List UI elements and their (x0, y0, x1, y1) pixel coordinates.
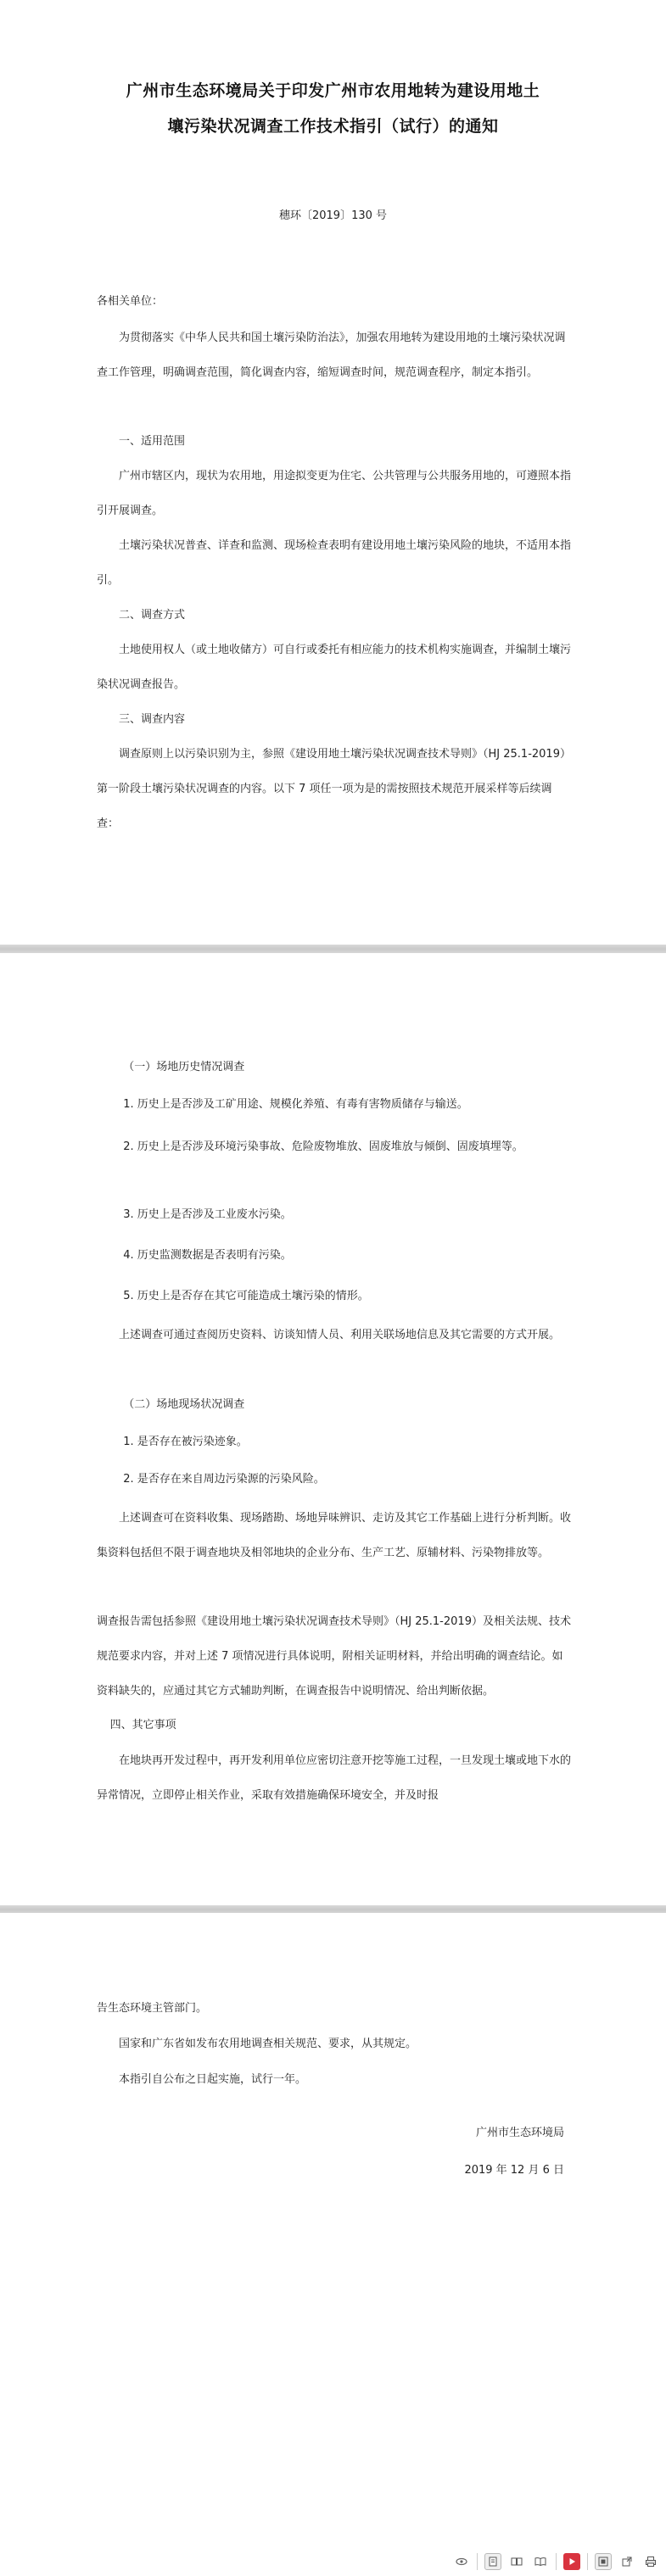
history-item-4: 4. 历史监测数据是否表明有污染。 (123, 1249, 292, 1262)
heading-content: 三、调查内容 (119, 713, 186, 726)
history-item-2: 2. 历史上是否涉及环境污染事故、危险废物堆放、固废堆放与倾倒、固废填埋等。 (123, 1140, 523, 1153)
double-page-icon[interactable] (508, 2553, 525, 2570)
toolbar-separator (556, 2553, 557, 2570)
document-page-1 (0, 0, 666, 945)
toolbar-separator (587, 2553, 588, 2570)
report-paragraph: 调查报告需包括参照《建设用地土壤污染状况调查技术导则》（HJ 25.1-2019）及相关法规、技术规范要求内容，并对上述 7 项情况进行具体说明，附相关证明材料，并给出明确的调查结论。如资料缺失的，应通过其它方式辅助判断，在调查报告中说明情况、给出判断依据。 (97, 1615, 571, 1698)
single-page-icon[interactable] (484, 2553, 501, 2570)
heading-history-survey: （一）场地历史情况调查 (123, 1061, 245, 1073)
paragraph-content: 调查原则上以污染识别为主，参照《建设用地土壤污染状况调查技术导则》（HJ 25.1-2019）第一阶段土壤污染状况调查的内容。以下 7 项任一项为是的需按照技术规范开展采样等后续调查： (97, 748, 571, 830)
print-icon[interactable] (642, 2553, 659, 2570)
heading-site-survey: （二）场地现场状况调查 (123, 1398, 245, 1411)
continuation-text: 告生态环境主管部门。 (97, 2002, 208, 2015)
book-icon[interactable] (532, 2553, 549, 2570)
heading-other-matters: 四、其它事项 (109, 1719, 176, 1731)
paragraph-intro: 为贯彻落实《中华人民共和国土壤污染防治法》，加强农用地转为建设用地的土壤污染状况调查工作管理，明确调查范围，简化调查内容，缩短调查时间，规范调查程序，制定本指引。 (97, 332, 566, 379)
page-divider (0, 945, 666, 953)
paragraph-effective: 本指引自公布之日起实施，试行一年。 (119, 2073, 307, 2086)
zoom-fit-icon[interactable] (595, 2553, 612, 2570)
play-icon[interactable] (563, 2553, 580, 2570)
issue-date: 2019 年 12 月 6 日 (464, 2164, 564, 2177)
eye-icon[interactable] (453, 2553, 470, 2570)
history-item-1: 1. 历史上是否涉及工矿用途、规模化养殖、有毒有害物质储存与输送。 (123, 1098, 468, 1111)
site-note: 上述调查可在资料收集、现场踏勘、场地异味辨识、走访及其它工作基础上进行分析判断。收集资料包括但不限于调查地块及相邻地块的企业分布、生产工艺、原辅材料、污染物排放等。 (97, 1512, 572, 1559)
document-title-line-2: 壤污染状况调查工作技术指引（试行）的通知 (167, 117, 499, 136)
paragraph-scope: 广州市辖区内，现状为农用地，用途拟变更为住宅、公共管理与公共服务用地的，可遵照本指引开展调查。 (97, 470, 572, 517)
paragraph-exclusion: 土壤污染状况普查、详查和监测、现场检查表明有建设用地土壤污染风险的地块，不适用本指引。 (97, 539, 572, 587)
other-matters-paragraph: 在地块再开发过程中，再开发利用单位应密切注意开挖等施工过程，一旦发现土壤或地下水的异常情况，立即停止相关作业，采取有效措施确保环境安全，并及时报 (97, 1754, 572, 1802)
document-title-line-1: 广州市生态环境局关于印发广州市农用地转为建设用地土 (126, 81, 540, 100)
document-page-3 (0, 1913, 666, 2576)
document-number: 穗环〔2019〕130 号 (278, 209, 388, 222)
paragraph-method: 土地使用权人（或土地收储方）可自行或委托有相应能力的技术机构实施调查，并编制土壤污染状况调查报告。 (97, 644, 572, 691)
heading-method: 二、调查方式 (119, 609, 186, 622)
salutation: 各相关单位： (97, 295, 164, 308)
history-note: 上述调查可通过查阅历史资料、访谈知情人员、利用关联场地信息及其它需要的方式开展。 (119, 1329, 561, 1341)
paragraph-regulation: 国家和广东省如发布农用地调查相关规范、要求，从其规定。 (119, 2038, 417, 2050)
site-item-1: 1. 是否存在被污染迹象。 (123, 1436, 248, 1448)
toolbar-separator (477, 2553, 478, 2570)
viewer-toolbar (411, 2547, 666, 2576)
issuer-name: 广州市生态环境局 (475, 2127, 564, 2139)
document-page-2 (0, 953, 666, 1905)
history-item-3: 3. 历史上是否涉及工业废水污染。 (123, 1208, 292, 1221)
history-item-5: 5. 历史上是否存在其它可能造成土壤污染的情形。 (123, 1290, 369, 1302)
export-icon[interactable] (618, 2553, 635, 2570)
site-item-2: 2. 是否存在来自周边污染源的污染风险。 (123, 1473, 325, 1486)
heading-scope: 一、适用范围 (119, 435, 186, 448)
